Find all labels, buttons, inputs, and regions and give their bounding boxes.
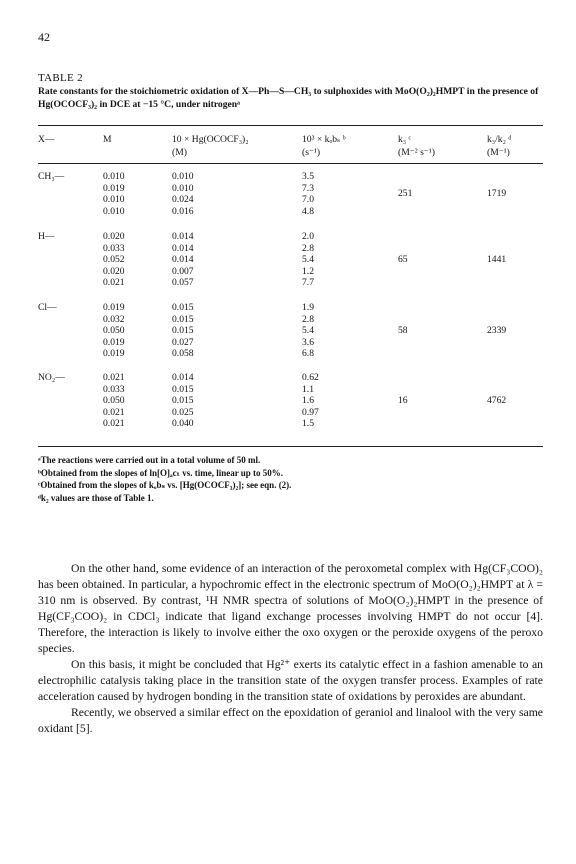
- table-cell-kobs: 3.5: [302, 171, 314, 182]
- table-cell-kobs: 1.6: [302, 395, 314, 406]
- table-cell-hg: 0.014: [172, 231, 194, 242]
- table-cell-hg: 0.010: [172, 182, 194, 194]
- column-header: k₃ ᶜ: [398, 134, 411, 145]
- table-bottom-rule: [38, 446, 543, 447]
- table-cell-kobs: 7.7: [302, 277, 314, 288]
- table-cell-hg: 0.027: [172, 336, 194, 348]
- column-header-unit: (M⁻¹): [487, 147, 510, 158]
- table-cell-m: 0.020: [103, 231, 125, 242]
- table-cell-m: 0.033: [103, 383, 125, 395]
- table-cell-kobs: 0.97: [302, 406, 319, 418]
- table-cell-hg: 0.016: [172, 205, 194, 217]
- paragraph: On this basis, it might be concluded that Hg²⁺ exerts its catalytic effect in a fashion amenable to an electrophilic catalysis taking place in the transition state of the oxygen transfer process. Examples of rate acceleration caused by hydrogen bonding in the transition state of oxidations by peroxides are abundant.: [38, 658, 543, 703]
- table-cell-kobs: 4.8: [302, 205, 314, 217]
- table-header-rule: [38, 163, 543, 164]
- table-cell-hg: 0.014: [172, 242, 194, 254]
- table-cell-m: 0.010: [103, 194, 125, 205]
- table-cell-m: 0.010: [103, 205, 125, 217]
- table-cell-m: 0.052: [103, 254, 125, 265]
- footnote: ᵈk₂ values are those of Table 1.: [38, 492, 154, 503]
- table-cell-kobs: 1.5: [302, 418, 314, 429]
- substituent-cell: H—: [38, 231, 55, 242]
- table-cell-kobs: 7.3: [302, 182, 314, 194]
- table-cell-kobs: 7.0: [302, 194, 314, 205]
- table-cell-kobs: 2.0: [302, 231, 314, 242]
- table-footnotes: [38, 454, 543, 504]
- paragraph: On the other hand, some evidence of an interaction of the peroxometal complex with Hg(CF₃COO)₂ has been obtained. In particular, a hypochromic effect in the electronic spectrum of MoO(O₂)₂HMPT at λ = 310 nm is observed. By contrast, ¹H NMR spectra of solutions of MoO(O₂)₂HMPT in the presence of Hg(CF₃COO)₂ in CDCl₃ indicate that ligand exchange processes involving HMPT do not occur [4]. Therefore, the interaction is likely to involve either the oxo oxygen or the peroxide oxygens of the peroxo species.: [38, 562, 543, 655]
- table-cell-hg: 0.025: [172, 406, 194, 418]
- page-number: 42: [38, 30, 50, 44]
- table-cell-hg: 0.015: [172, 395, 194, 406]
- table-cell-ratio: 2339: [487, 325, 507, 336]
- table-cell-m: 0.019: [103, 336, 125, 348]
- table-cell-m: 0.032: [103, 313, 125, 325]
- footnote: ᵇObtained from the slopes of ln[O]ₐcₜ vs. time, linear up to 50%.: [38, 467, 284, 478]
- substituent-cell: Cl—: [38, 302, 57, 313]
- table-cell-kobs: 5.4: [302, 325, 314, 336]
- table-cell-m: 0.021: [103, 406, 125, 418]
- table-cell-m: 0.010: [103, 171, 125, 182]
- table-cell-kobs: 1.2: [302, 265, 314, 277]
- table-cell-hg: 0.057: [172, 277, 194, 288]
- table-cell-kobs: 1.9: [302, 302, 314, 313]
- substituent-cell: NO₂—: [38, 372, 65, 383]
- table-cell-kobs: 0.62: [302, 372, 319, 383]
- table-cell-ratio: 1441: [487, 254, 507, 265]
- table-cell-m: 0.033: [103, 242, 125, 254]
- table-label: TABLE 2: [38, 72, 83, 84]
- column-header: M: [103, 134, 112, 145]
- body-text: [38, 561, 543, 737]
- table-cell-hg: 0.058: [172, 348, 194, 359]
- table-cell-m: 0.050: [103, 325, 125, 336]
- table-cell-m: 0.021: [103, 372, 125, 383]
- table-cell-k3: 65: [398, 254, 408, 265]
- table-caption: Rate constants for the stoichiometric oxidation of X—Ph—S—CH₃ to sulphoxides with MoO(O₂)₂HMPT in the presence of Hg(OCOCF₃)₂ in DCE at −15 °C, under nitrogenᵃ: [38, 86, 539, 110]
- footnote: ᶜObtained from the slopes of kₒbₛ vs. [Hg(OCOCF₃)₂]; see eqn. (2).: [38, 480, 292, 490]
- substituent-cell: CH₃—: [38, 171, 65, 182]
- column-header-unit: (M): [172, 147, 187, 158]
- table-cell-hg: 0.014: [172, 372, 194, 383]
- table-cell-kobs: 6.8: [302, 348, 314, 359]
- table-cell-m: 0.019: [103, 302, 125, 313]
- table-cell-hg: 0.015: [172, 313, 194, 325]
- table-cell-kobs: 2.8: [302, 313, 314, 325]
- table-cell-hg: 0.015: [172, 325, 194, 336]
- column-header-unit: (M⁻² s⁻¹): [398, 147, 435, 158]
- table-cell-k3: 58: [398, 325, 408, 336]
- column-header: k₃/k₂ ᵈ: [487, 134, 512, 145]
- column-header: 10³ × kₒbₛ ᵇ: [302, 134, 346, 145]
- table-cell-kobs: 1.1: [302, 383, 314, 395]
- table-cell-m: 0.021: [103, 277, 125, 288]
- table-cell-m: 0.050: [103, 395, 125, 406]
- table-cell-m: 0.019: [103, 348, 125, 359]
- table-cell-k3: 251: [398, 188, 413, 200]
- table-cell-ratio: 4762: [487, 395, 507, 406]
- table-cell-hg: 0.015: [172, 302, 194, 313]
- table-cell-m: 0.020: [103, 265, 125, 277]
- table-cell-m: 0.021: [103, 418, 125, 429]
- footnote: ᵃThe reactions were carried out in a total volume of 50 ml.: [38, 455, 261, 465]
- column-header: X—: [38, 134, 55, 145]
- table-cell-k3: 16: [398, 395, 408, 406]
- table-cell-hg: 0.007: [172, 265, 194, 277]
- column-header: 10 × Hg(OCOCF₃)₂: [172, 134, 249, 145]
- column-header-unit: (s⁻¹): [302, 147, 321, 158]
- table-cell-ratio: 1719: [487, 188, 507, 200]
- table-cell-hg: 0.024: [172, 194, 194, 205]
- table-cell-hg: 0.014: [172, 254, 194, 265]
- paragraph: Recently, we observed a similar effect on the epoxidation of geraniol and linalool with the very same oxidant [5].: [38, 706, 543, 735]
- table-cell-kobs: 2.8: [302, 242, 314, 254]
- table-cell-hg: 0.040: [172, 418, 194, 429]
- table-cell-hg: 0.010: [172, 171, 194, 182]
- table-cell-kobs: 5.4: [302, 254, 314, 265]
- table-top-rule: [38, 125, 543, 126]
- table-cell-kobs: 3.6: [302, 336, 314, 348]
- table-cell-m: 0.019: [103, 182, 125, 194]
- table-cell-hg: 0.015: [172, 383, 194, 395]
